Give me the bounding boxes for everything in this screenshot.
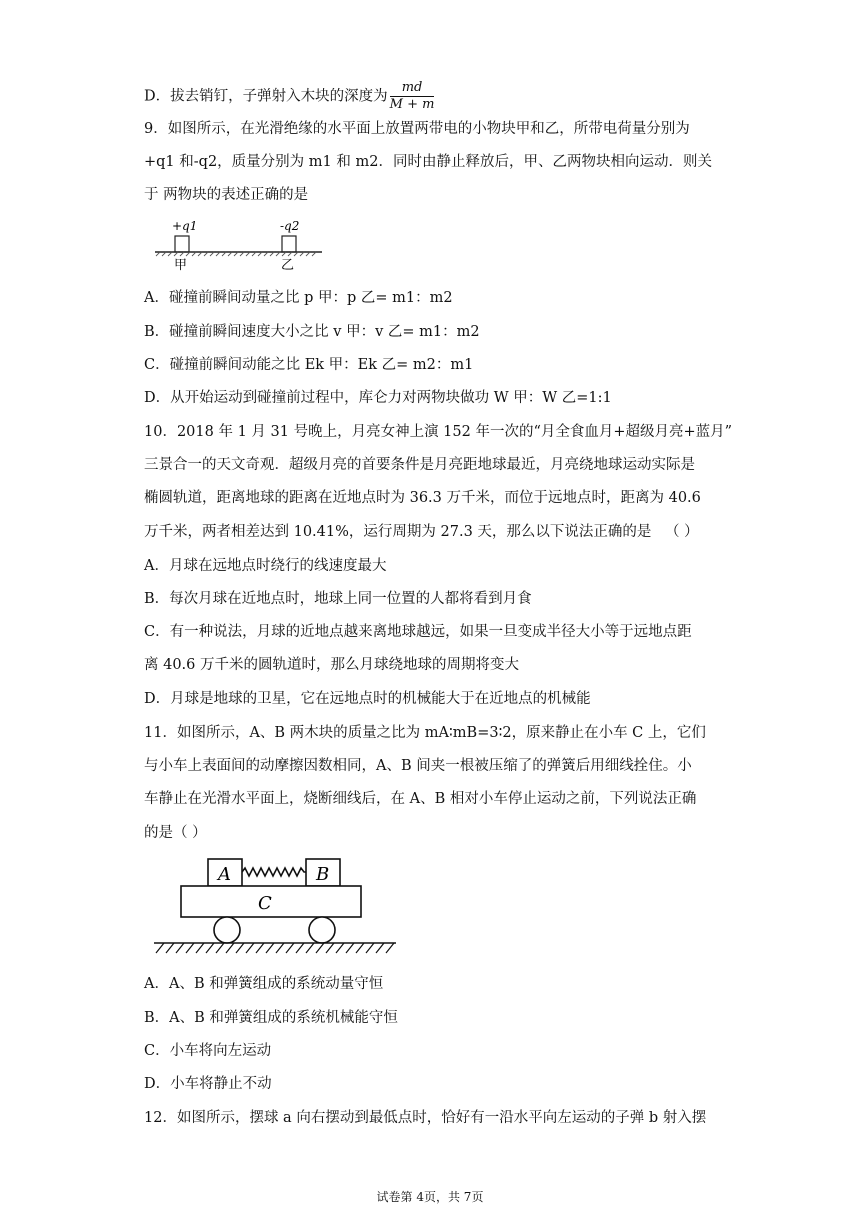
fraction-denominator: M + m (389, 97, 435, 112)
q12-stem-line-1: 12．如图所示，摆球 a 向右摆动到最低点时，恰好有一沿水平向左运动的子弹 b 射入摆 (144, 1110, 707, 1126)
q10-option-c-line-1: C．有一种说法，月球的近地点越来离地球越远，如果一旦变成半径大小等于远地点距 (144, 624, 692, 640)
q11-option-d: D．小车将静止不动 (144, 1076, 272, 1092)
q8-option-d-text: D．拔去销钉，子弹射入木块的深度为 (144, 88, 388, 105)
page-footer: 试卷第 4页，共 7页 (376, 1190, 484, 1204)
q11-option-c: C．小车将向左运动 (144, 1043, 272, 1059)
block-jia (175, 236, 189, 252)
ground-hatch (156, 943, 394, 953)
q11-option-b: B．A、B 和弹簧组成的系统机械能守恒 (144, 1010, 398, 1026)
block-b-label: B (316, 864, 330, 885)
q9-option-d: D．从开始运动到碰撞前过程中，库仑力对两物块做功 W 甲：W 乙=1:1 (144, 390, 612, 406)
q9-charge-2: -q2 (280, 219, 300, 233)
q9-stem-line-3: 于 两物块的表述正确的是 (144, 187, 309, 203)
q10-option-d: D．月球是地球的卫星，它在远地点时的机械能大于在近地点的机械能 (144, 691, 591, 707)
q10-stem-text: 万千米，两者相差达到 10.41%，运行周期为 27.3 天，那么以下说法正确的是 (144, 524, 652, 540)
q8-option-d (144, 80, 434, 113)
cart-wheel-left (214, 917, 240, 943)
q9-figure (150, 216, 330, 274)
q10-answer-bracket: （ ） (665, 524, 699, 540)
q10-option-b: B．每次月球在近地点时，地球上同一位置的人都将看到月食 (144, 591, 532, 607)
block-a-label: A (218, 864, 231, 885)
label-yi: 乙 (281, 258, 295, 273)
q9-stem-line-2: +q1 和-q2，质量分别为 m1 和 m2．同时由静止释放后，甲、乙两物块相向运动．则关 (144, 154, 712, 170)
label-jia: 甲 (174, 258, 188, 273)
fraction (390, 80, 435, 113)
q9-option-c: C．碰撞前瞬间动能之比 Ek 甲：Ek 乙= m2：m1 (144, 357, 474, 373)
q9-option-b: B．碰撞前瞬间速度大小之比 v 甲：v 乙= m1：m2 (144, 324, 480, 340)
compressed-spring (242, 868, 306, 876)
q10-stem-line-2: 三景合一的天文奇观．超级月亮的首要条件是月亮距地球最近，月亮绕地球运动实际是 (144, 457, 695, 473)
q10-stem-line-1: 10．2018 年 1 月 31 号晚上，月亮女神上演 152 年一次的“月全食血月+超级月亮+蓝月” (144, 424, 733, 440)
fraction-numerator: md (390, 80, 435, 97)
q10-option-c-line-2: 离 40.6 万千米的圆轨道时，那么月球绕地球的周期将变大 (144, 657, 520, 673)
block-yi (282, 236, 296, 252)
q10-stem-line-3: 椭圆轨道，距离地球的距离在近地点时为 36.3 万千米，而位于远地点时，距离为 40.6 (144, 490, 701, 506)
q11-stem-line-4: 的是（ ） (144, 825, 207, 841)
q11-figure (148, 856, 400, 956)
cart-c-label: C (258, 893, 272, 914)
q10-stem-line-4 (144, 522, 651, 542)
q9-stem-line-1: 9．如图所示，在光滑绝缘的水平面上放置两带电的小物块甲和乙，所带电荷量分别为 (144, 121, 690, 137)
q11-stem-line-1: 11．如图所示，A、B 两木块的质量之比为 mA∶mB=3∶2，原来静止在小车 C 上，它们 (144, 725, 706, 741)
q11-option-a: A．A、B 和弹簧组成的系统动量守恒 (144, 976, 384, 992)
q10-option-a: A．月球在远地点时绕行的线速度最大 (144, 558, 387, 574)
q9-charge-1: +q1 (172, 219, 198, 233)
q11-stem-line-2: 与小车上表面间的动摩擦因数相同，A、B 间夹一根被压缩了的弹簧后用细线拴住。小 (144, 758, 692, 774)
q11-stem-line-3: 车静止在光滑水平面上，烧断细线后，在 A、B 相对小车停止运动之前，下列说法正确 (144, 791, 697, 807)
cart-wheel-right (309, 917, 335, 943)
q9-option-a: A．碰撞前瞬间动量之比 p 甲：p 乙= m1：m2 (144, 290, 453, 306)
